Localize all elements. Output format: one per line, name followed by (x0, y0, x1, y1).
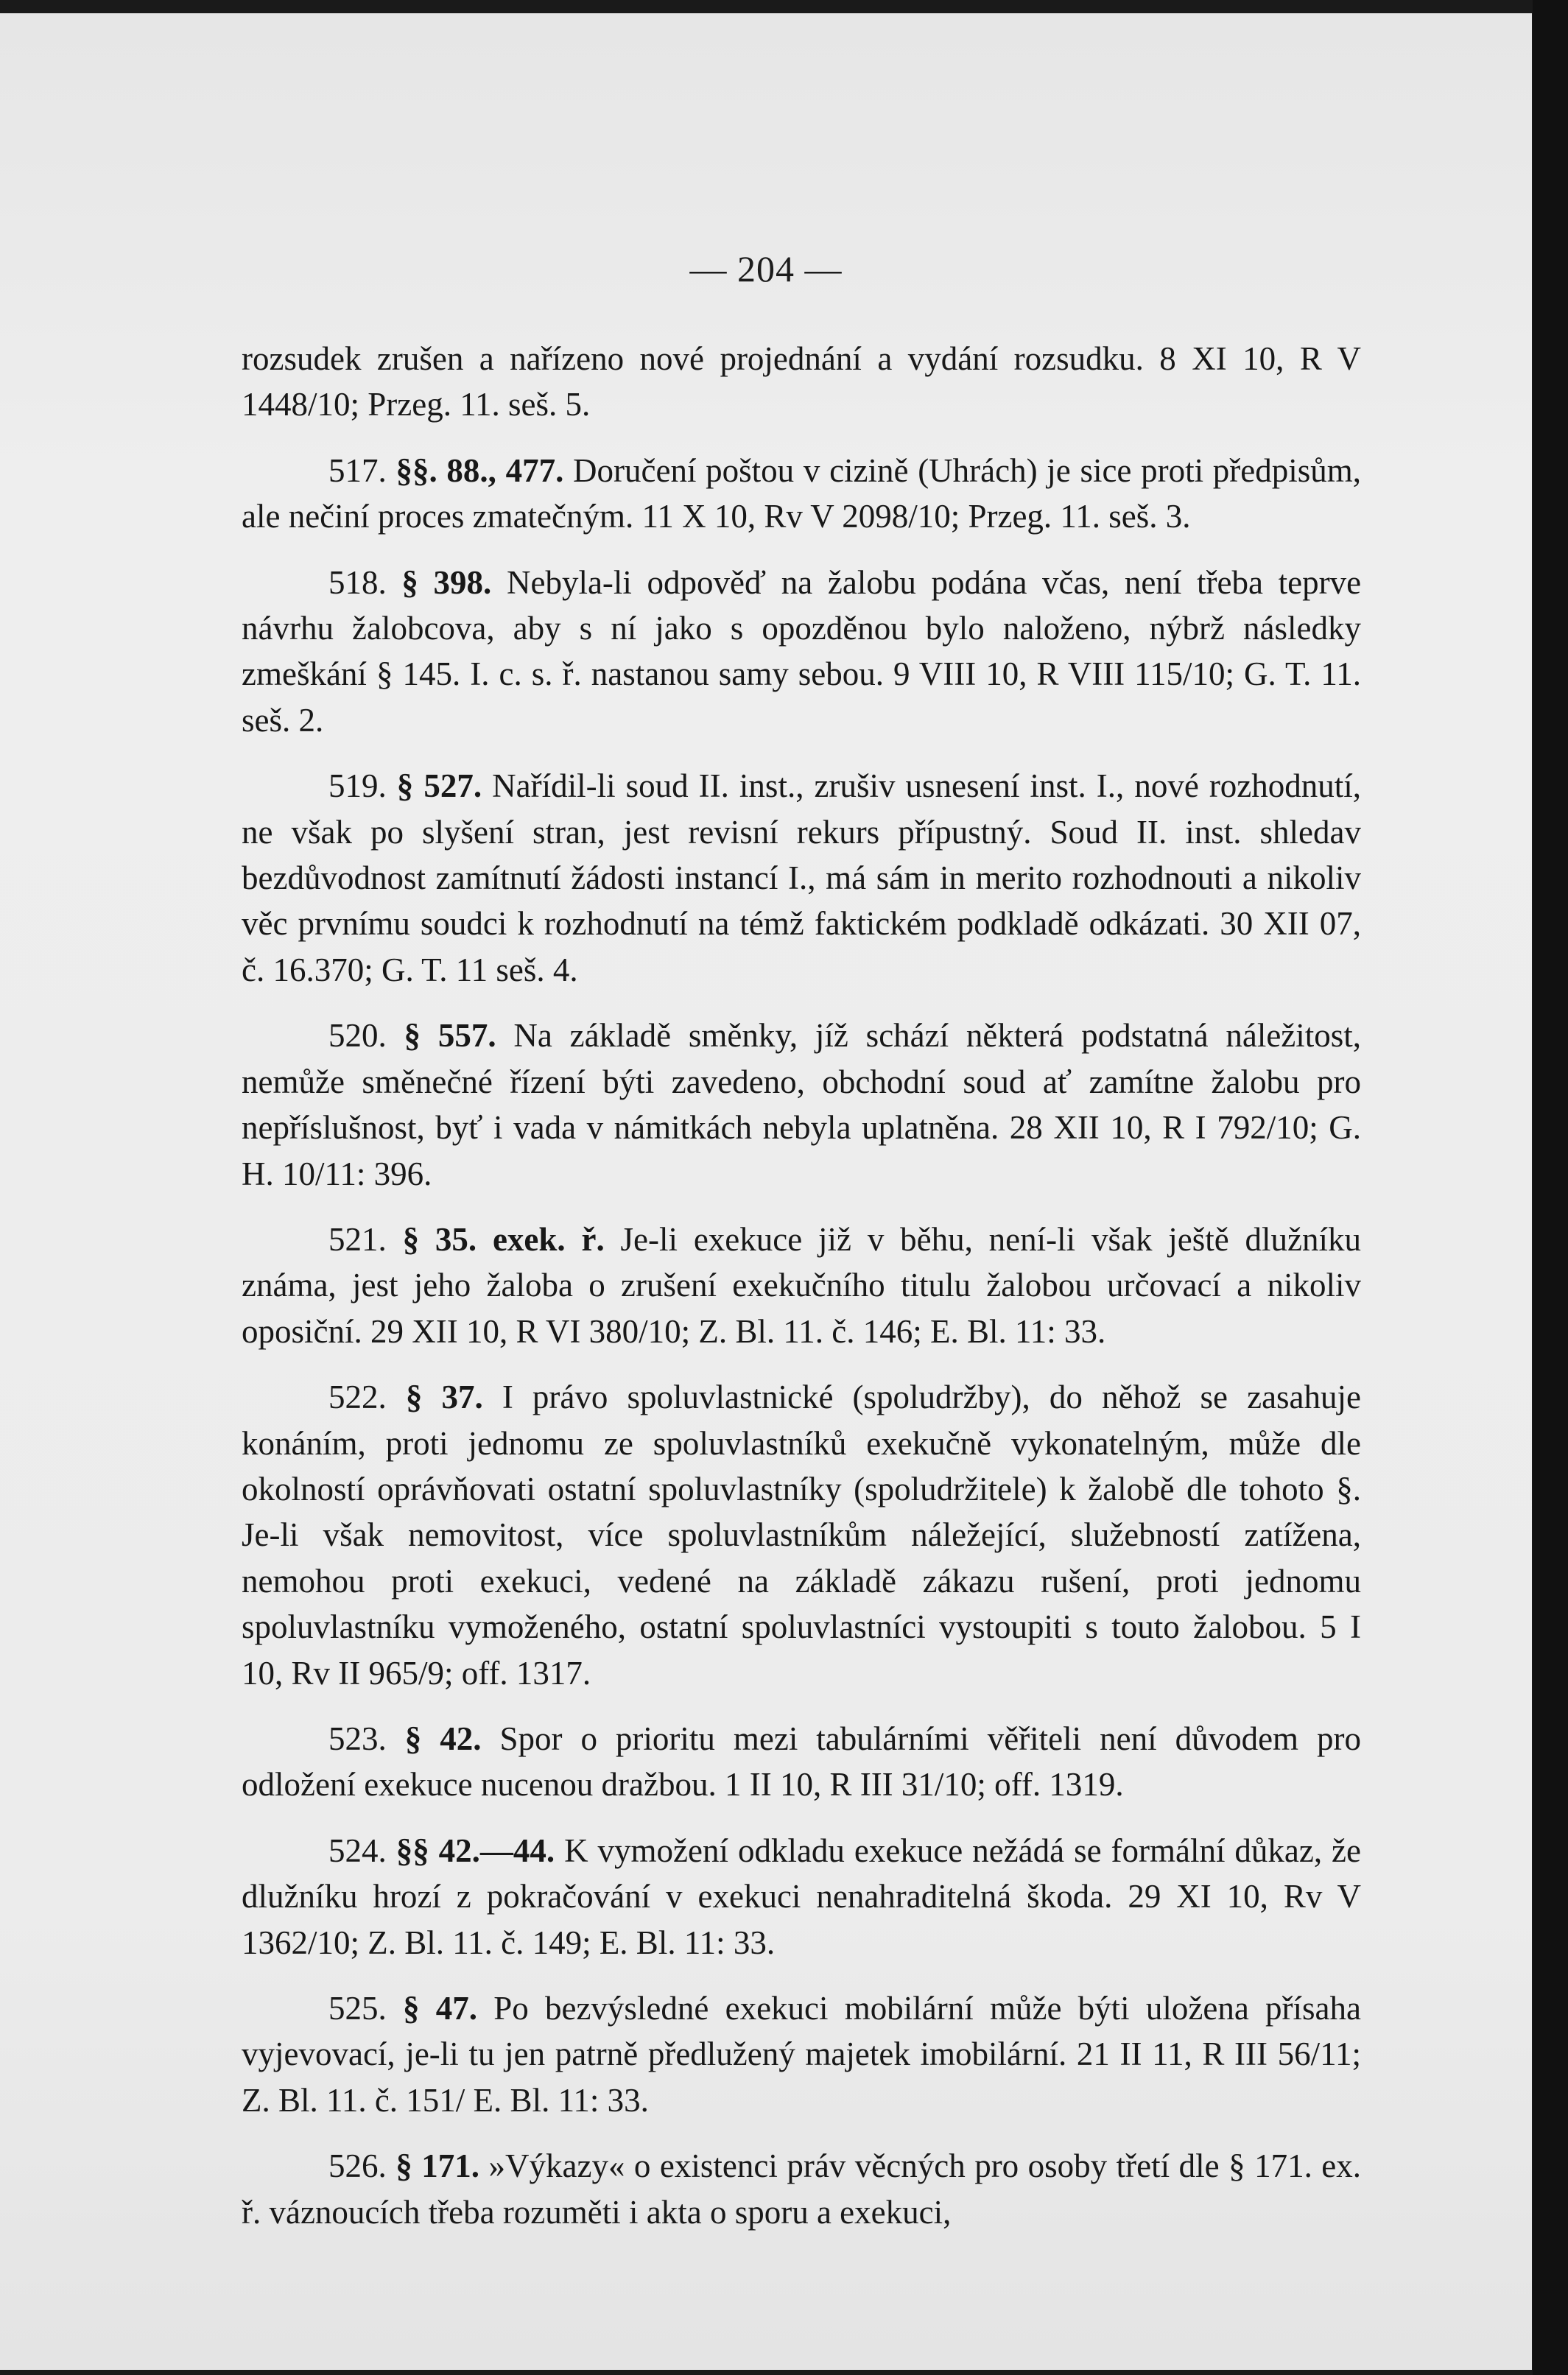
entry-number: 524. (328, 1832, 387, 1869)
entry-number: 522. (328, 1379, 387, 1416)
entry-reference: §§. 88., 477. (395, 451, 564, 489)
entry-text: Spor o prioritu mezi tabulárními věřiteli není důvodem pro odložení exekuce nucenou dražbou. 1 II 10, R III 31/10; off. 1319. (242, 1720, 1362, 1804)
entry-text: Nebyla-li odpověď na žalobu podána včas, není třeba teprve návrhu žalobcova, aby s ní jako s opozděnou bylo naloženo, nýbrž následky zmeškání § 145. I. c. s. ř. nastanou samy sebou. 9 VIII 10, R VIII 115/10; G. T. 11. seš. 2. (242, 563, 1362, 739)
book-spine-shadow (1533, 0, 1568, 2375)
entry-reference: §§ 42.—44. (395, 1832, 555, 1869)
entry-reference: § 557. (404, 1017, 496, 1055)
entry-518 (242, 560, 1361, 744)
entry-text: I právo spoluvlastnické (spoludržby), do něhož se zasahuje konáním, proti jednomu ze spoluvlastníků exekučně vykonatelným, může dle okolností oprávňovati ostatní spoluvlastníky (spoludržitele) k žalobě dle tohoto §. Je-li však nemovitost, více spoluvlastníkům náležející, služebností zatížena, nemohou proti exekuci, vedené na základě zákazu rušení, proti jednomu spoluvlastníku vymoženého, ostatní spoluvlastníci vystoupiti s touto žalobou. 5 I 10, Rv II 965/9; off. 1317. (242, 1379, 1362, 1692)
entry-text: Na základě směnky, jíž schází některá podstatná náležitost, nemůže směnečné řízení býti zavedeno, obchodní soud ať zamítne žalobu pro nepříslušnost, byť i vada v námitkách nebyla uplatněna. 28 XII 10, R I 792/10; G. H. 10/11: 396. (242, 1017, 1362, 1192)
entry-521 (242, 1217, 1361, 1354)
entry-text: Doručení poštou v cizině (Uhrách) je sice proti předpisům, ale nečiní proces zmatečným. 11 X 10, Rv V 2098/10; Przeg. 11. seš. 3. (242, 451, 1362, 535)
entry-text: »Výkazy« o existenci práv věcných pro osoby třetí dle § 171. ex. ř. váznoucích třeba rozuměti i akta o sporu a exekuci, (242, 2147, 1362, 2231)
entry-number: 520. (328, 1017, 387, 1055)
page-body (242, 336, 1361, 2255)
entry-text: K vymožení odkladu exekuce nežádá se formální důkaz, že dlužníku hrozí z pokračování v exekuci nenahraditelná škoda. 29 XI 10, Rv V 1362/10; Z. Bl. 11. č. 149; E. Bl. 11: 33. (242, 1832, 1362, 1961)
entry-number: 526. (328, 2147, 387, 2185)
entry-reference: § 35. exek. ř. (402, 1220, 605, 1258)
entry-text: Nařídil-li soud II. inst., zrušiv usnesení inst. I., nové rozhodnutí, ne však po slyšení stran, jest revisní rekurs přípustný. Soud II. inst. shledav bezdůvodnost zamítnutí žádosti instancí I., má sám in merito rozhodnouti a nikoliv věc prvnímu soudci k rozhodnutí na témž faktickém podkladě odkázati. 30 XII 07, č. 16.370; G. T. 11 seš. 4. (242, 767, 1362, 988)
entry-525 (242, 1985, 1361, 2123)
entry-reference: § 42. (404, 1720, 482, 1757)
entry-text: Po bezvýsledné exekuci mobilární může býti uložena přísaha vyjevovací, je-li tu jen patrně předlužený majetek imobilární. 21 II 11, R III 56/11; Z. Bl. 11. č. 151/ E. Bl. 11: 33. (242, 1990, 1361, 2119)
entry-number: 518. (328, 563, 387, 601)
entry-text: Je-li exekuce již v běhu, není-li však ještě dlužníku známa, jest jeho žaloba o zrušení exekučního titulu žalobou určovací a nikoliv oposiční. 29 XII 10, R VI 380/10; Z. Bl. 11. č. 146; E. Bl. 11: 33. (242, 1220, 1362, 1350)
entry-reference: § 398. (401, 563, 492, 601)
page-number: — 204 — (689, 248, 843, 289)
book-page (0, 13, 1532, 2370)
entry-reference: § 37. (405, 1379, 483, 1416)
entry-number: 523. (328, 1720, 387, 1757)
entry-reference: § 47. (402, 1990, 477, 2027)
entry-517 (242, 448, 1361, 540)
entry-526 (242, 2143, 1361, 2235)
entry-number: 517. (328, 451, 387, 489)
entry-reference: § 171. (395, 2147, 479, 2185)
entry-519 (242, 763, 1361, 993)
entry-524 (242, 1828, 1361, 1966)
entry-number: 525. (328, 1990, 387, 2027)
entry-522 (242, 1374, 1361, 1696)
continuation-paragraph: rozsudek zrušen a nařízeno nové projednání a vydání rozsudku. 8 XI 10, R V 1448/10; Przeg. 11. seš. 5. (242, 340, 1361, 423)
entry-reference: § 527. (396, 767, 482, 805)
entry-523 (242, 1716, 1361, 1808)
entry-number: 519. (328, 767, 387, 805)
entry-520 (242, 1013, 1361, 1197)
entry-number: 521. (328, 1220, 387, 1258)
